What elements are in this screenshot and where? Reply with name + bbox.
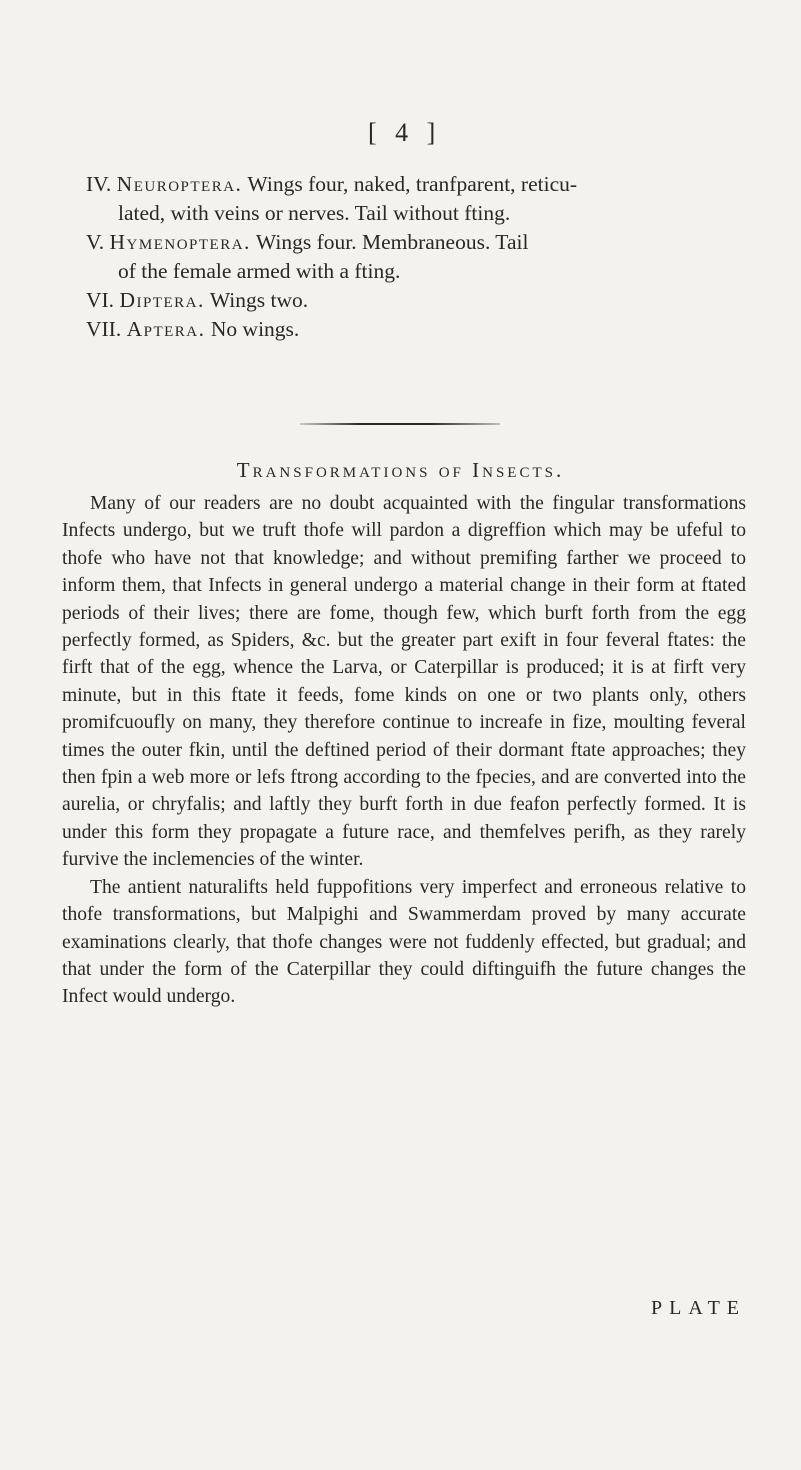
insect-orders-list — [86, 170, 726, 344]
order-numeral: VII. — [86, 317, 122, 341]
order-diptera — [86, 286, 726, 315]
section-heading: Transformations of Insects. — [236, 458, 565, 482]
order-numeral: VI. — [86, 288, 115, 312]
order-description: Wings four. Membraneous. Tail — [255, 230, 529, 254]
paragraph-transformations: Many of our readers are no doubt acquainted with the fingular transformations Infects undergo, but we truft thofe will pardon a digreffion which may be ufeful to thofe who have not that knowledge; and without premifing farther we proceed to inform them, that Infects in general undergo a material change in their form at ftated periods of their lives; there are fome, though few, which burft forth from the egg perfectly formed, as Spiders, &c. but the greater part exift in four feveral ftates: the firft that of the egg, whence the Larva, or Caterpillar is produced; it is at firft very minute, but in this ftate it feeds, fome kinds on one or two plants only, others promifcuoufly on many, they therefore continue to increafe in fize, moulting feveral times the outer fkin, until the deftined period of their dormant ftate approaches; they then fpin a web more or lefs ftrong according to the fpecies, and are converted into the aurelia, or chryfalis; and laftly they burft forth in due feafon perfectly formed. It is under this form they propagate a future race, and themfelves perifh, as they rarely furvive the inclemencies of the winter. — [62, 493, 746, 871]
order-name: Neuroptera. — [116, 172, 243, 196]
order-description: No wings. — [210, 317, 300, 341]
catchword: PLATE — [651, 1297, 746, 1319]
order-hymenoptera — [86, 228, 726, 286]
order-name: Hymenoptera. — [109, 230, 251, 254]
body-text — [62, 490, 746, 1011]
order-description-continued: of the female armed with a fting. — [118, 259, 401, 283]
order-description-continued: lated, with veins or nerves. Tail without fting. — [118, 201, 511, 225]
order-description: Wings two. — [209, 288, 309, 312]
order-numeral: IV. — [86, 172, 112, 196]
paragraph-naturalists: The antient naturalifts held fuppofitions very imperfect and erroneous relative to thofe transformations, but Malpighi and Swammerdam proved by many accurate examinations clearly, that thofe changes were not fuddenly effected, but gradual; and that under the form of the Caterpillar they could diftinguifh the future changes the Infect would undergo. — [62, 876, 746, 1008]
order-neuroptera — [86, 170, 726, 228]
page-number: [ 4 ] — [368, 118, 442, 147]
order-name: Aptera. — [126, 317, 206, 341]
order-name: Diptera. — [119, 288, 205, 312]
order-numeral: V. — [86, 230, 105, 254]
section-divider-rule — [300, 423, 500, 425]
order-description: Wings four, naked, tranfparent, reticu- — [247, 172, 578, 196]
order-aptera — [86, 315, 726, 344]
